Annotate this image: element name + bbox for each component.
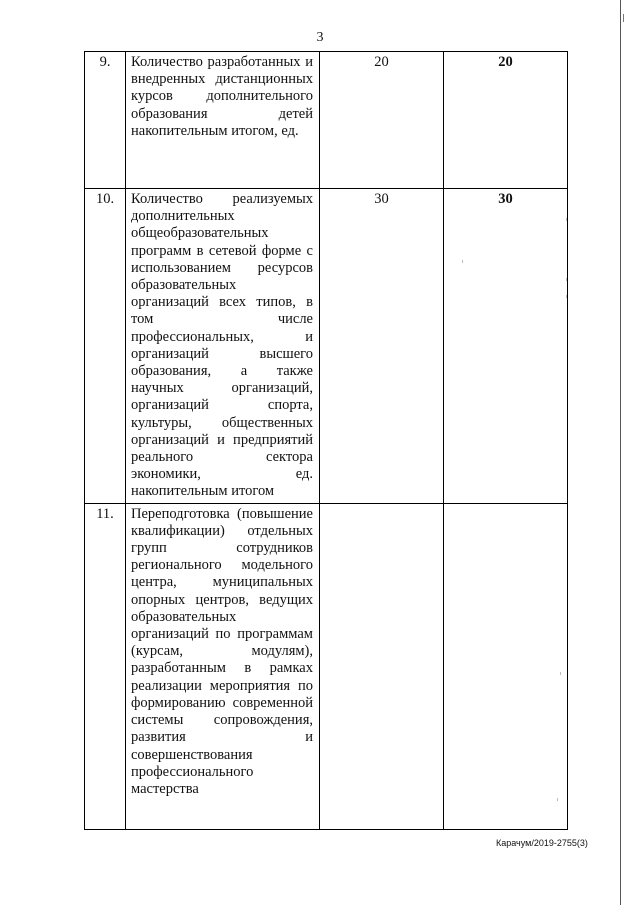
table-row	[85, 189, 568, 504]
table-row	[85, 503, 568, 829]
value-cell-col2: 30	[444, 189, 568, 504]
row-number: 10.	[85, 189, 126, 504]
scan-speck	[557, 798, 558, 801]
scan-speck	[462, 260, 463, 263]
value-cell-col2: 20	[444, 52, 568, 189]
row-number: 11.	[85, 503, 126, 829]
page-number: 3	[316, 30, 324, 45]
scan-speck	[566, 295, 567, 298]
row-description-cell	[126, 189, 320, 504]
scan-edge-line	[620, 0, 621, 905]
indicators-table	[84, 51, 568, 830]
document-code: Карачум/2019-2755(3)	[496, 838, 588, 848]
value-cell-col2	[444, 503, 568, 829]
scan-speck	[566, 218, 567, 221]
scan-edge-mark	[623, 14, 624, 22]
row-description-cell	[126, 52, 320, 189]
row-number: 9.	[85, 52, 126, 189]
row-description: Количество реализуемых дополнительных общеобразовательных программ в сетевой форме с использованием ресурсов образовательных организаций всех типов, в том числе профессиональных, и организаций высшего образования, а также научных организаций, организаций спорта, культуры, общественных организаций и предприятий реального сектора экономики, ед. накопительным итогом	[131, 191, 313, 500]
value-cell-col1	[320, 503, 444, 829]
value-cell-col1: 30	[320, 189, 444, 504]
table-row	[85, 52, 568, 189]
scan-speck	[566, 278, 567, 281]
scan-speck	[560, 672, 561, 675]
row-description: Количество разработанных и внедренных дистанционных курсов дополнительного образования детей накопительным итогом, ед.	[131, 54, 313, 139]
row-description: Переподготовка (повышение квалификации) отдельных групп сотрудников регионального модельного центра, муниципальных опорных центров, ведущих образовательных организаций по программам (курсам, модулям), разработанным в рамках реализации мероприятия по формированию современной системы сопровождения, развития и совершенствования профессионального мастерства	[131, 505, 313, 797]
row-description-cell	[126, 503, 320, 829]
value-cell-col1: 20	[320, 52, 444, 189]
